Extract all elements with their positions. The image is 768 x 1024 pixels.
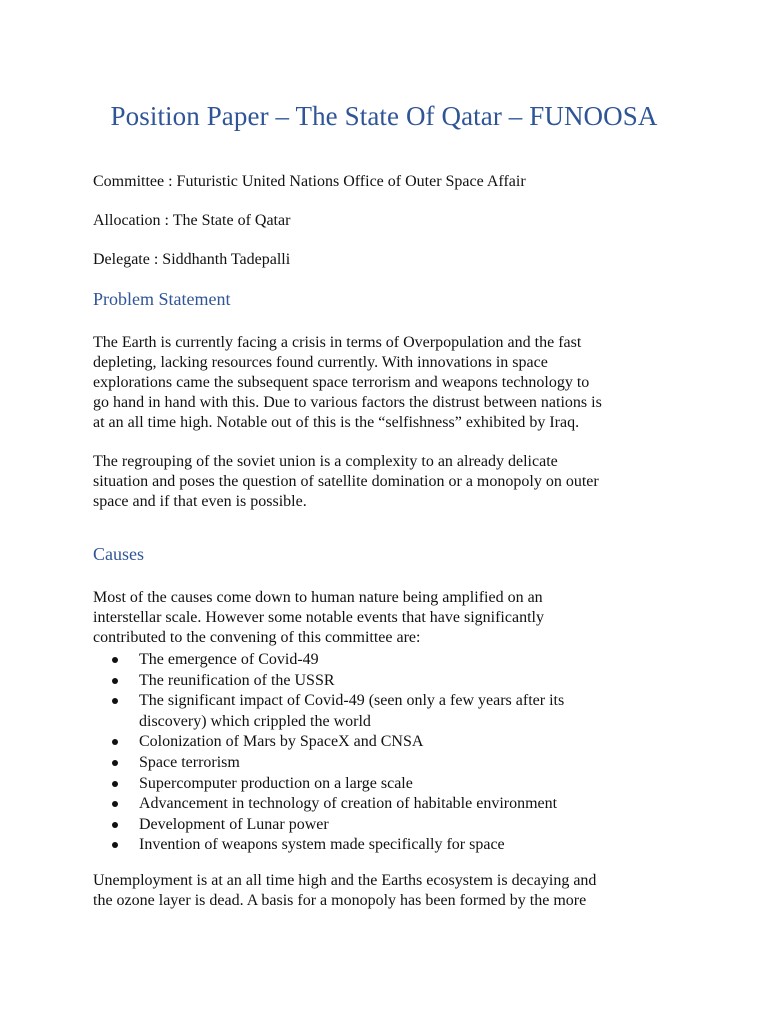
bullet-icon xyxy=(112,801,118,807)
causes-intro xyxy=(93,588,683,648)
list-item xyxy=(93,650,564,671)
text-line: Most of the causes come down to human nature being amplified on an xyxy=(93,589,543,606)
text-line: The Earth is currently facing a crisis in terms of Overpopulation and the fast xyxy=(93,334,582,351)
list-item xyxy=(93,815,564,836)
list-item-text: Colonization of Mars by SpaceX and CNSA xyxy=(139,733,424,751)
causes-heading: Causes xyxy=(93,544,144,564)
list-item-text: Space terrorism xyxy=(139,753,240,771)
list-item-text: Supercomputer production on a large scale xyxy=(139,774,413,792)
bullet-icon xyxy=(112,657,118,663)
list-item xyxy=(93,774,564,795)
problem-paragraph-2 xyxy=(93,452,683,512)
text-line: situation and poses the question of satellite domination or a monopoly on outer xyxy=(93,473,599,490)
text-line: at an all time high. Notable out of this is the “selfishness” exhibited by Iraq. xyxy=(93,414,580,431)
text-line: space and if that even is possible. xyxy=(93,493,307,510)
text-line: explorations came the subsequent space terrorism and weapons technology to xyxy=(93,374,590,391)
causes-list xyxy=(93,650,564,856)
text-line: Unemployment is at an all time high and the Earths ecosystem is decaying and xyxy=(93,872,597,889)
list-item-text: Invention of weapons system made specifically for space xyxy=(139,836,505,854)
list-item xyxy=(93,794,564,815)
list-item-text: The significant impact of Covid-49 (seen only a few years after its xyxy=(139,692,565,710)
bullet-icon xyxy=(112,678,118,684)
bullet-icon xyxy=(112,781,118,787)
list-item-text: The emergence of Covid-49 xyxy=(139,651,319,668)
text-line: interstellar scale. However some notable events that have significantly xyxy=(93,609,544,626)
list-item xyxy=(93,691,564,732)
closing-paragraph xyxy=(93,871,683,911)
delegate-line: Delegate : Siddhanth Tadepalli xyxy=(93,251,291,268)
text-line: The regrouping of the soviet union is a complexity to an already delicate xyxy=(93,453,558,470)
list-item xyxy=(93,732,564,753)
bullet-icon xyxy=(112,822,118,828)
list-item xyxy=(93,671,564,692)
bullet-icon xyxy=(112,739,118,745)
text-line: contributed to the convening of this committee are: xyxy=(93,629,421,646)
problem-paragraph-1 xyxy=(93,333,683,433)
bullet-icon xyxy=(112,842,118,848)
text-line: go hand in hand with this. Due to various factors the distrust between nations is xyxy=(93,394,602,411)
list-item xyxy=(93,753,564,774)
bullet-icon xyxy=(112,760,118,766)
allocation-line: Allocation : The State of Qatar xyxy=(93,212,291,229)
text-line: depleting, lacking resources found currently. With innovations in space xyxy=(93,354,548,371)
problem-statement-heading: Problem Statement xyxy=(93,289,231,309)
bullet-icon xyxy=(112,698,118,704)
list-item-text-continued: discovery) which crippled the world xyxy=(139,712,371,730)
list-item-text: Development of Lunar power xyxy=(139,815,329,833)
list-item xyxy=(93,835,564,856)
list-item-text: The reunification of the USSR xyxy=(139,671,335,689)
list-item-text: Advancement in technology of creation of habitable environment xyxy=(139,795,558,813)
document-title: Position Paper – The State Of Qatar – FUNOOSA xyxy=(110,101,658,131)
text-line: the ozone layer is dead. A basis for a monopoly has been formed by the more xyxy=(93,892,587,909)
committee-line: Committee : Futuristic United Nations Office of Outer Space Affair xyxy=(93,173,526,190)
